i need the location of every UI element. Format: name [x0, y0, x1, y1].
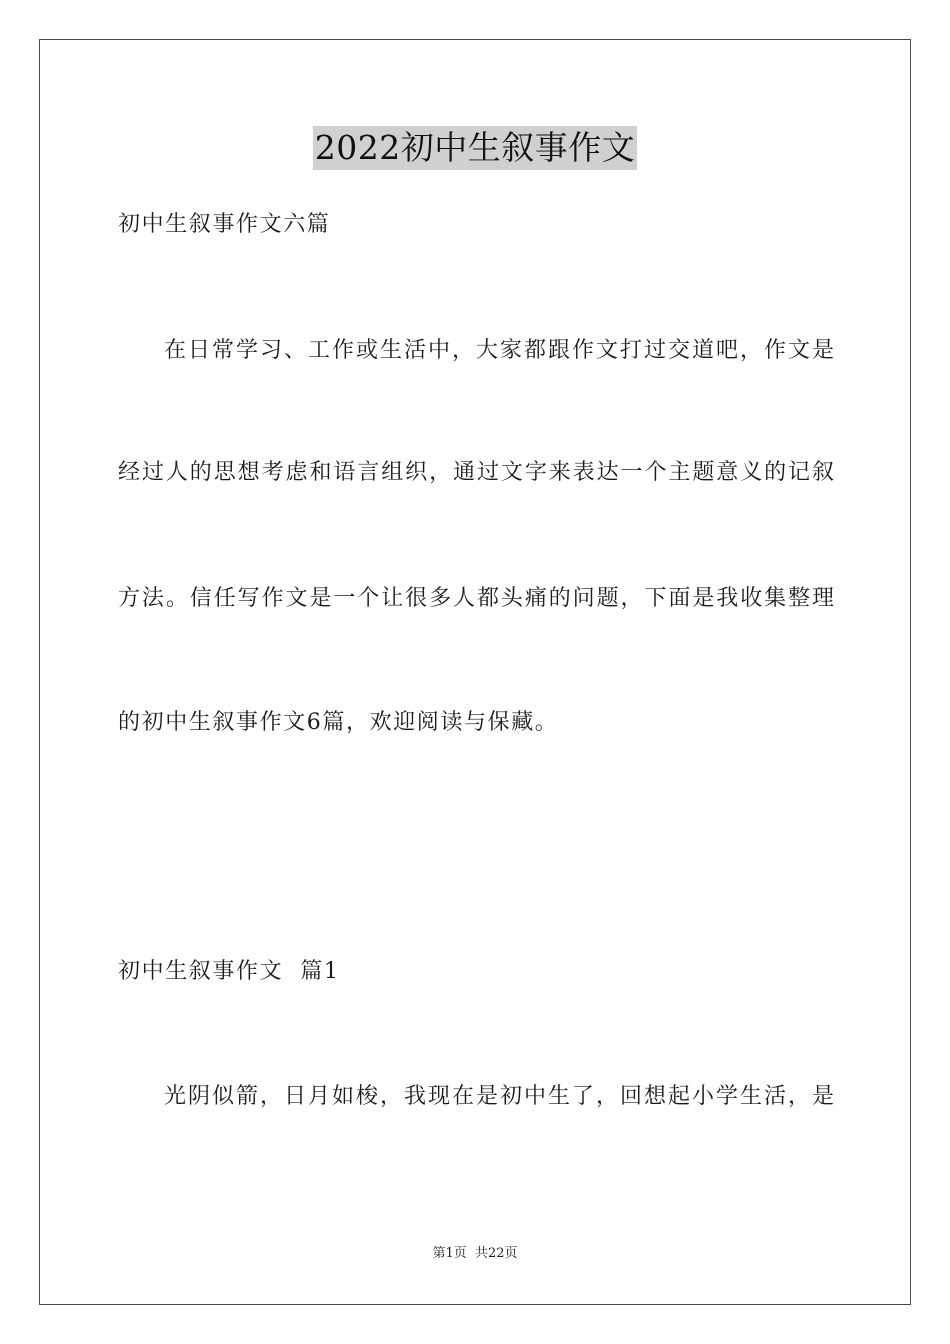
total-pages: 共22页 — [474, 1246, 518, 1261]
page-number: 第1页 — [432, 1246, 467, 1261]
section-line-1: 光阴似箭，日月如梭，我现在是初中生了，回想起小学生活，是 — [164, 1084, 834, 1109]
page-footer — [0, 1245, 950, 1263]
intro-line-1: 在日常学习、工作或生活中，大家都跟作文打过交道吧，作文是 — [164, 338, 834, 363]
document-subtitle: 初中生叙事作文六篇 — [118, 212, 331, 237]
title-container — [0, 126, 950, 170]
intro-line-2: 经过人的思想考虑和语言组织，通过文字来表达一个主题意义的记叙 — [118, 460, 834, 485]
intro-line-4: 的初中生叙事作文6篇，欢迎阅读与保藏。 — [118, 710, 559, 735]
intro-line-3: 方法。信任写作文是一个让很多人都头痛的问题，下面是我收集整理 — [118, 586, 834, 611]
section-heading: 初中生叙事作文 篇1 — [118, 959, 340, 984]
document-title: 2022初中生叙事作文 — [313, 126, 637, 170]
